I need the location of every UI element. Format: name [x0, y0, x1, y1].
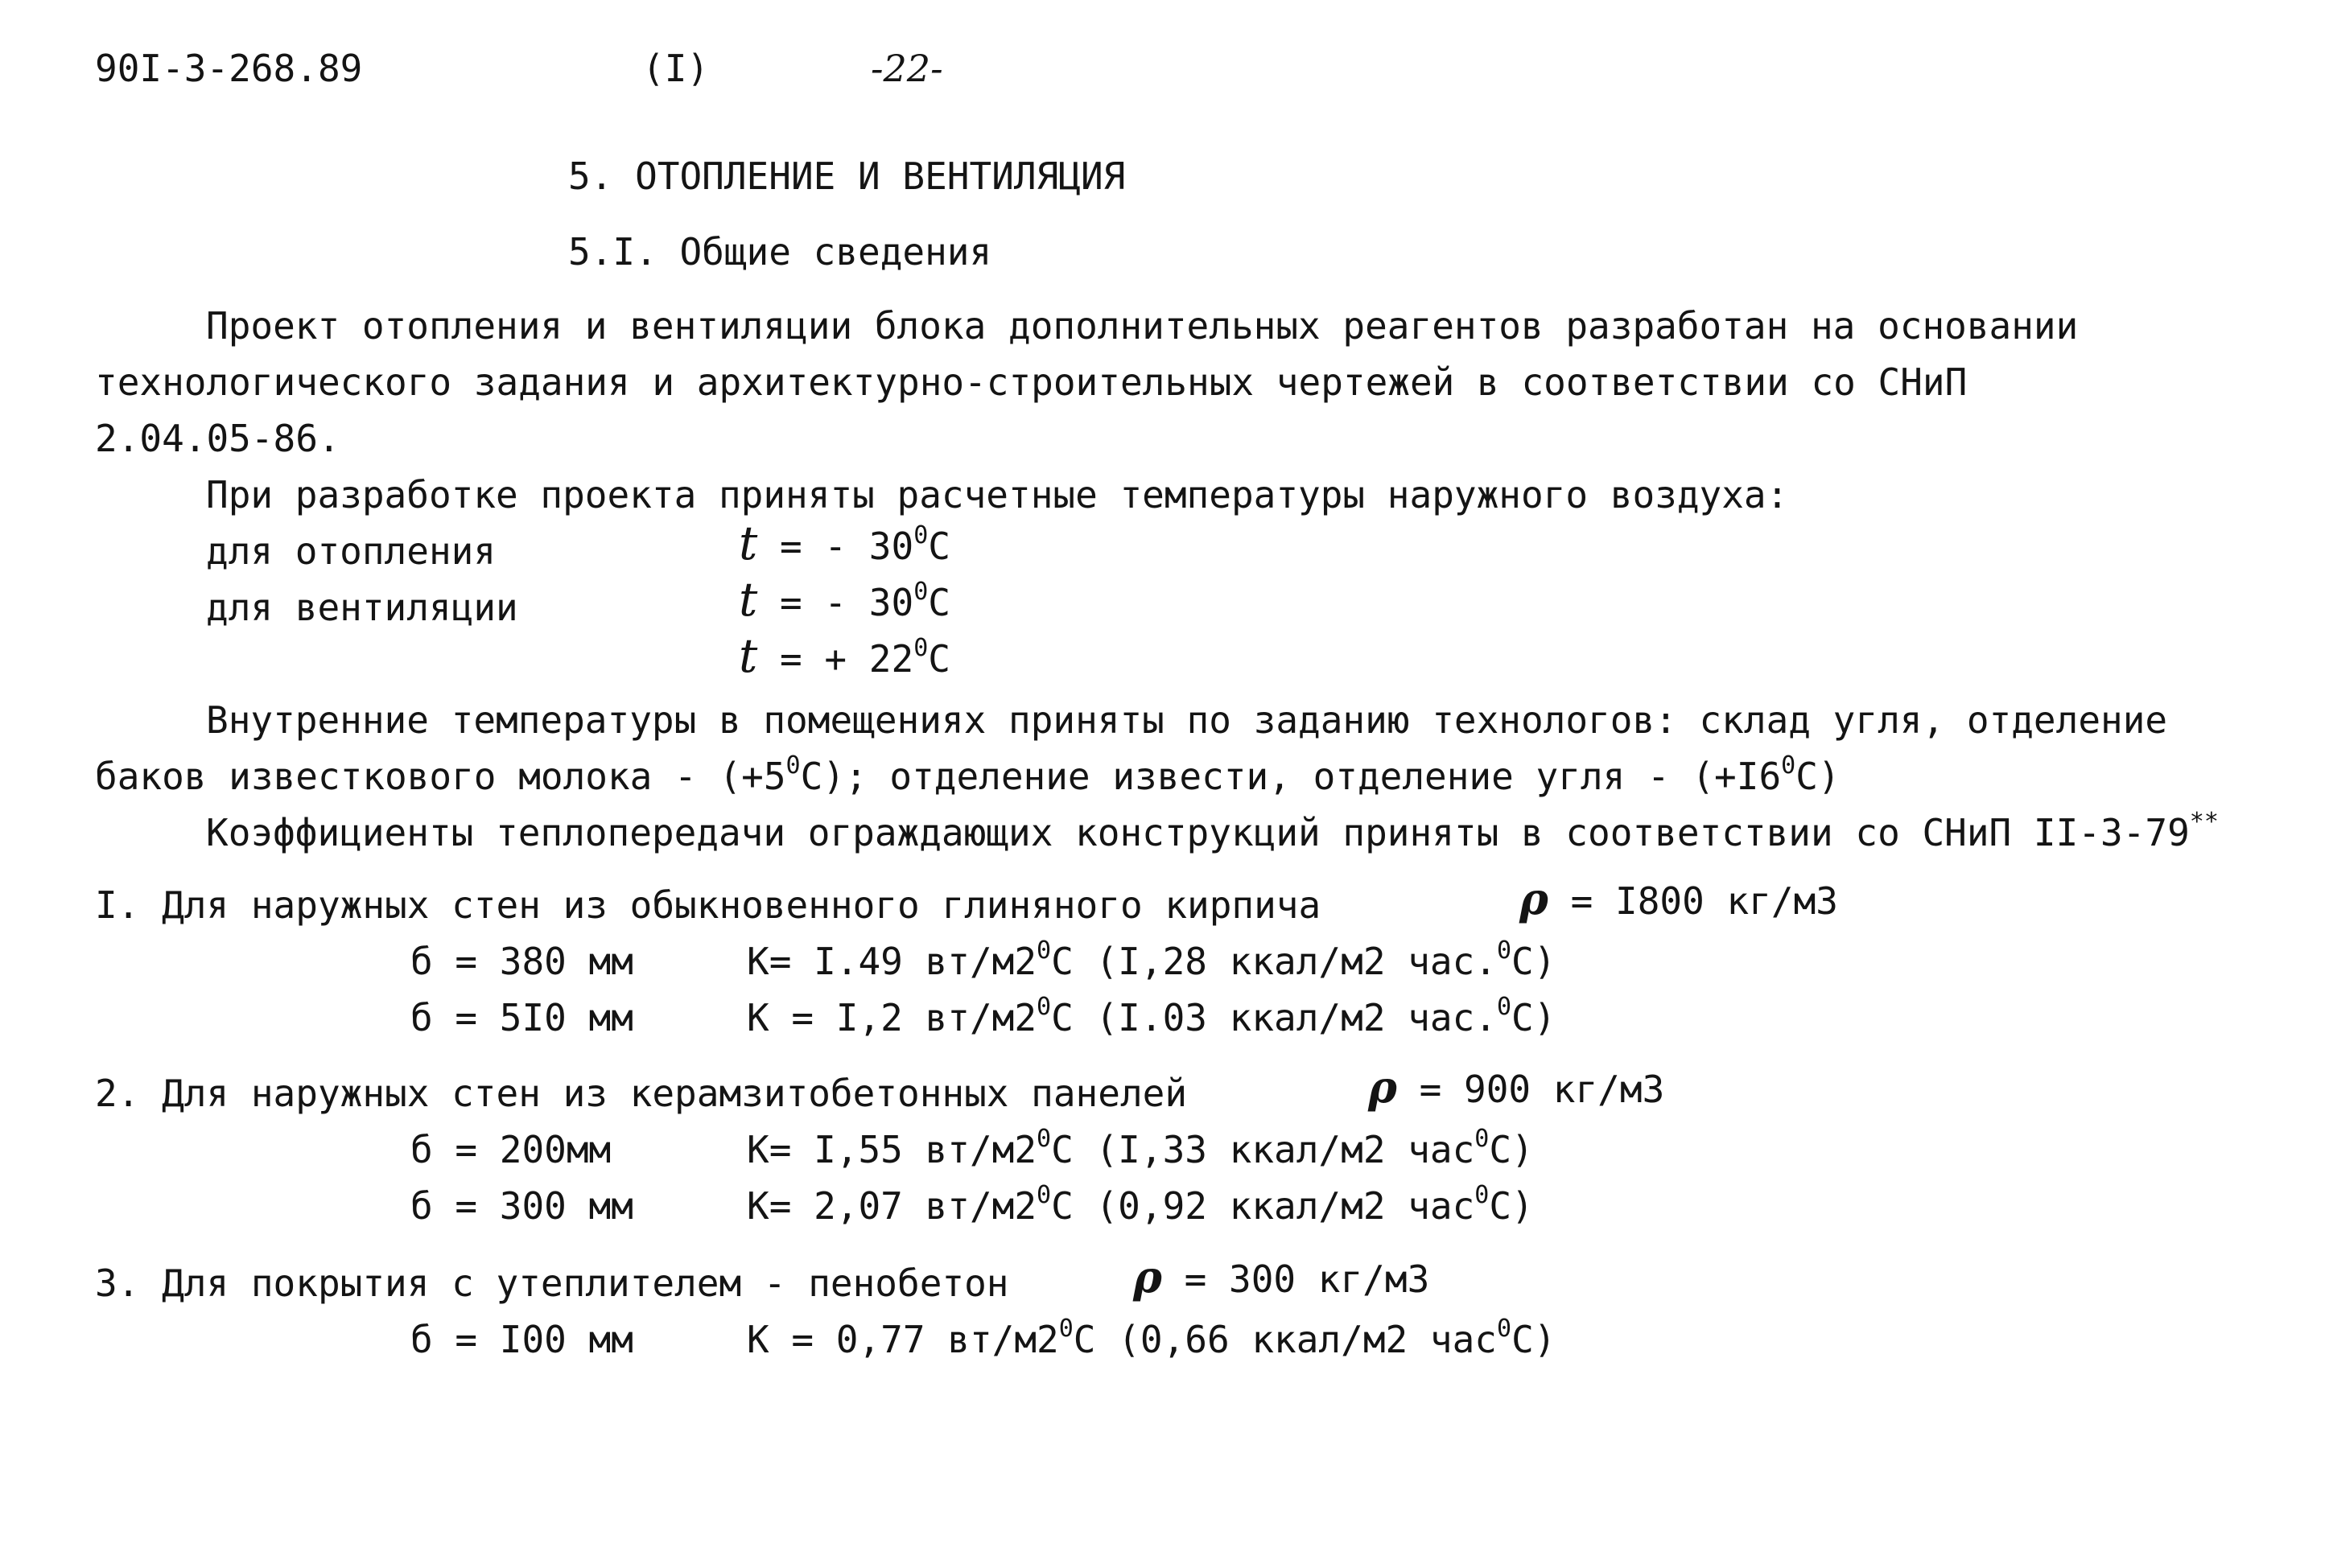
- item-2-thickness-2: б = 300 мм: [410, 1184, 633, 1228]
- item-2-title: 2. Для наружных стен из керамзитобетонных панелей: [95, 1072, 1188, 1115]
- item-3-thickness-1: б = I00 мм: [410, 1318, 633, 1361]
- item-3-density: ρ = 300 кг/м3: [1133, 1251, 1430, 1303]
- item-3-k-1: К = 0,77 $вт/м2^0С$ (0,66 ккал/м2 час$^0$С): [747, 1315, 1556, 1361]
- item-2-thickness-1: б = 200мм: [410, 1128, 612, 1171]
- item-1-thickness-1: б = 380 мм: [410, 940, 633, 983]
- item-2-density: ρ = 900 кг/м3: [1368, 1061, 1665, 1113]
- item-2-k-1: К= I,55 $вт/м2^0С$ (I,33 ккал/м2 час$^0$С): [747, 1125, 1534, 1171]
- item-1-title: I. Для наружных стен из обыкновенного глиняного кирпича: [95, 883, 1321, 927]
- temp-row-ventilation: t = - $30^0C$: [739, 572, 950, 627]
- section-subtitle: 5.I. Общие сведения: [568, 230, 992, 274]
- page-number: -22-: [871, 47, 943, 90]
- item-1-k-2: К = I,2 $вт/м2^0С$ (I.03 ккал/м2 час.$^0$С): [747, 993, 1556, 1039]
- intro-line-3: 2.04.05-86.: [95, 417, 340, 460]
- internal-temps-line-2: баков известкового молока - $(+5^0С)$; отделение извести, отделение угля - $(+I6^0С)$: [95, 751, 1841, 798]
- temp-label-heating: для отопления: [206, 529, 497, 573]
- intro-line-2: технологического задания и архитектурно-строительных чертежей в соответствии со СНиП: [95, 360, 1968, 404]
- item-3-title: 3. Для покрытия с утеплителем - пенобетон: [95, 1261, 1009, 1305]
- item-1-thickness-2: б = 5I0 мм: [410, 996, 633, 1039]
- temp-label-ventilation: для вентиляции: [206, 586, 518, 629]
- section-title: 5. ОТОПЛЕНИЕ И ВЕНТИЛЯЦИЯ: [568, 154, 1126, 198]
- temp-row-heating: t = - $30^0C$: [739, 516, 950, 570]
- temp-row-summer: t = + $22^0C$: [739, 628, 950, 683]
- intro-line-1: Проект отопления и вентиляции блока дополнительных реагентов разработан на основании: [206, 304, 2079, 348]
- coefficients-heading: Коэффициенты теплопередачи ограждающих конструкций приняты в соответствии со СНиП II-3-79**: [206, 808, 2219, 854]
- internal-temps-line-1: Внутренние температуры в помещениях приняты по заданию технологов: склад угля, отделение: [206, 698, 2168, 742]
- item-1-k-1: К= I.49 $вт/м2^0С$ (I,28 ккал/м2 час.$^0$С): [747, 936, 1556, 983]
- part-number: (I): [642, 47, 710, 90]
- item-2-k-2: К= 2,07 $вт/м2^0С$ (0,92 ккал/м2 час$^0$С): [747, 1181, 1534, 1228]
- item-1-density: ρ = I800 кг/м3: [1519, 873, 1838, 924]
- document-code: 90I-3-268.89: [95, 47, 363, 90]
- design-temps-heading: При разработке проекта приняты расчетные температуры наружного воздуха:: [206, 473, 1789, 516]
